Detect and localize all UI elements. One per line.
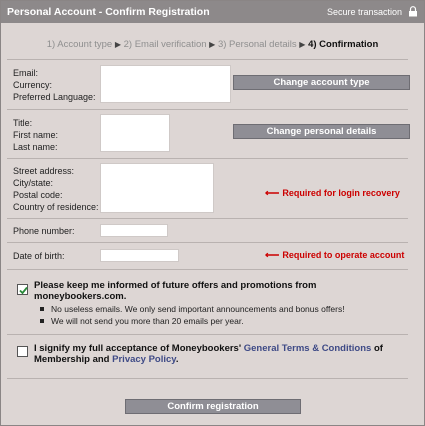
- terms-conditions-link[interactable]: General Terms & Conditions: [243, 343, 372, 354]
- privacy-policy-link[interactable]: Privacy Policy: [112, 354, 176, 365]
- phone-label: Phone number:: [13, 226, 75, 236]
- divider: [7, 109, 408, 110]
- list-item: We will not send you more than 20 emails per year.: [37, 315, 345, 327]
- divider: [7, 218, 408, 219]
- change-account-type-button[interactable]: Change account type: [233, 75, 410, 90]
- login-recovery-text: Required for login recovery: [282, 188, 400, 198]
- checkmark-icon: [18, 285, 29, 296]
- newsletter-text-line2: moneybookers.com.: [34, 291, 127, 302]
- country-label: Country of residence:: [13, 202, 99, 212]
- last-name-label: Last name:: [13, 142, 58, 152]
- street-address-label: Street address:: [13, 166, 75, 176]
- newsletter-bullets: [37, 303, 345, 327]
- divider: [7, 269, 408, 270]
- triangle-right-icon: ▶: [209, 40, 216, 49]
- terms-checkbox[interactable]: [17, 346, 28, 357]
- operate-account-text: Required to operate account: [282, 250, 405, 260]
- list-item: No useless emails. We only send important announcements and bonus offers!: [37, 303, 345, 315]
- divider: [7, 242, 408, 243]
- terms-text-part2: of: [373, 343, 383, 354]
- city-state-label: City/state:: [13, 178, 54, 188]
- newsletter-checkbox[interactable]: [17, 284, 28, 295]
- divider: [7, 378, 408, 379]
- change-personal-details-button[interactable]: Change personal details: [233, 124, 410, 139]
- step-account-type: 1) Account type: [46, 39, 113, 50]
- page-title: Personal Account - Confirm Registration: [7, 6, 210, 18]
- title-bar: [1, 1, 424, 23]
- divider: [7, 59, 408, 60]
- confirm-registration-button[interactable]: Confirm registration: [125, 399, 301, 414]
- left-arrow-icon: ⟵: [265, 188, 280, 199]
- currency-label: Currency:: [13, 80, 53, 90]
- postal-code-label: Postal code:: [13, 190, 63, 200]
- account-info-box: [100, 65, 231, 103]
- address-info-box: [100, 163, 214, 213]
- terms-text-end: .: [175, 354, 179, 365]
- newsletter-text-line1: Please keep me informed of future offers and promotions from: [34, 280, 317, 291]
- terms-text-part1: I signify my full acceptance of Moneybookers': [34, 343, 242, 354]
- terms-text: [34, 343, 409, 365]
- step-confirmation: 4) Confirmation: [308, 39, 379, 50]
- progress-steps: [1, 39, 424, 50]
- first-name-label: First name:: [13, 130, 59, 140]
- personal-info-box: [100, 114, 170, 152]
- operate-account-note: [265, 250, 404, 261]
- step-email-verification: 2) Email verification: [123, 39, 207, 50]
- email-label: Email:: [13, 68, 39, 78]
- lock-icon: [408, 6, 418, 17]
- phone-value-box: [100, 224, 168, 237]
- newsletter-text: [34, 280, 316, 302]
- divider: [7, 158, 408, 159]
- triangle-right-icon: ▶: [299, 40, 306, 49]
- title-label: Title:: [13, 118, 33, 128]
- step-personal-details: 3) Personal details: [217, 39, 297, 50]
- divider: [7, 334, 408, 335]
- dob-label: Date of birth:: [13, 251, 65, 261]
- secure-transaction-label: Secure transaction: [326, 7, 402, 17]
- triangle-right-icon: ▶: [114, 40, 121, 49]
- language-label: Preferred Language:: [13, 92, 96, 102]
- left-arrow-icon: ⟵: [265, 250, 280, 261]
- dob-value-box: [100, 249, 179, 262]
- login-recovery-note: [265, 188, 400, 199]
- terms-text-line2: Membership and: [34, 354, 110, 365]
